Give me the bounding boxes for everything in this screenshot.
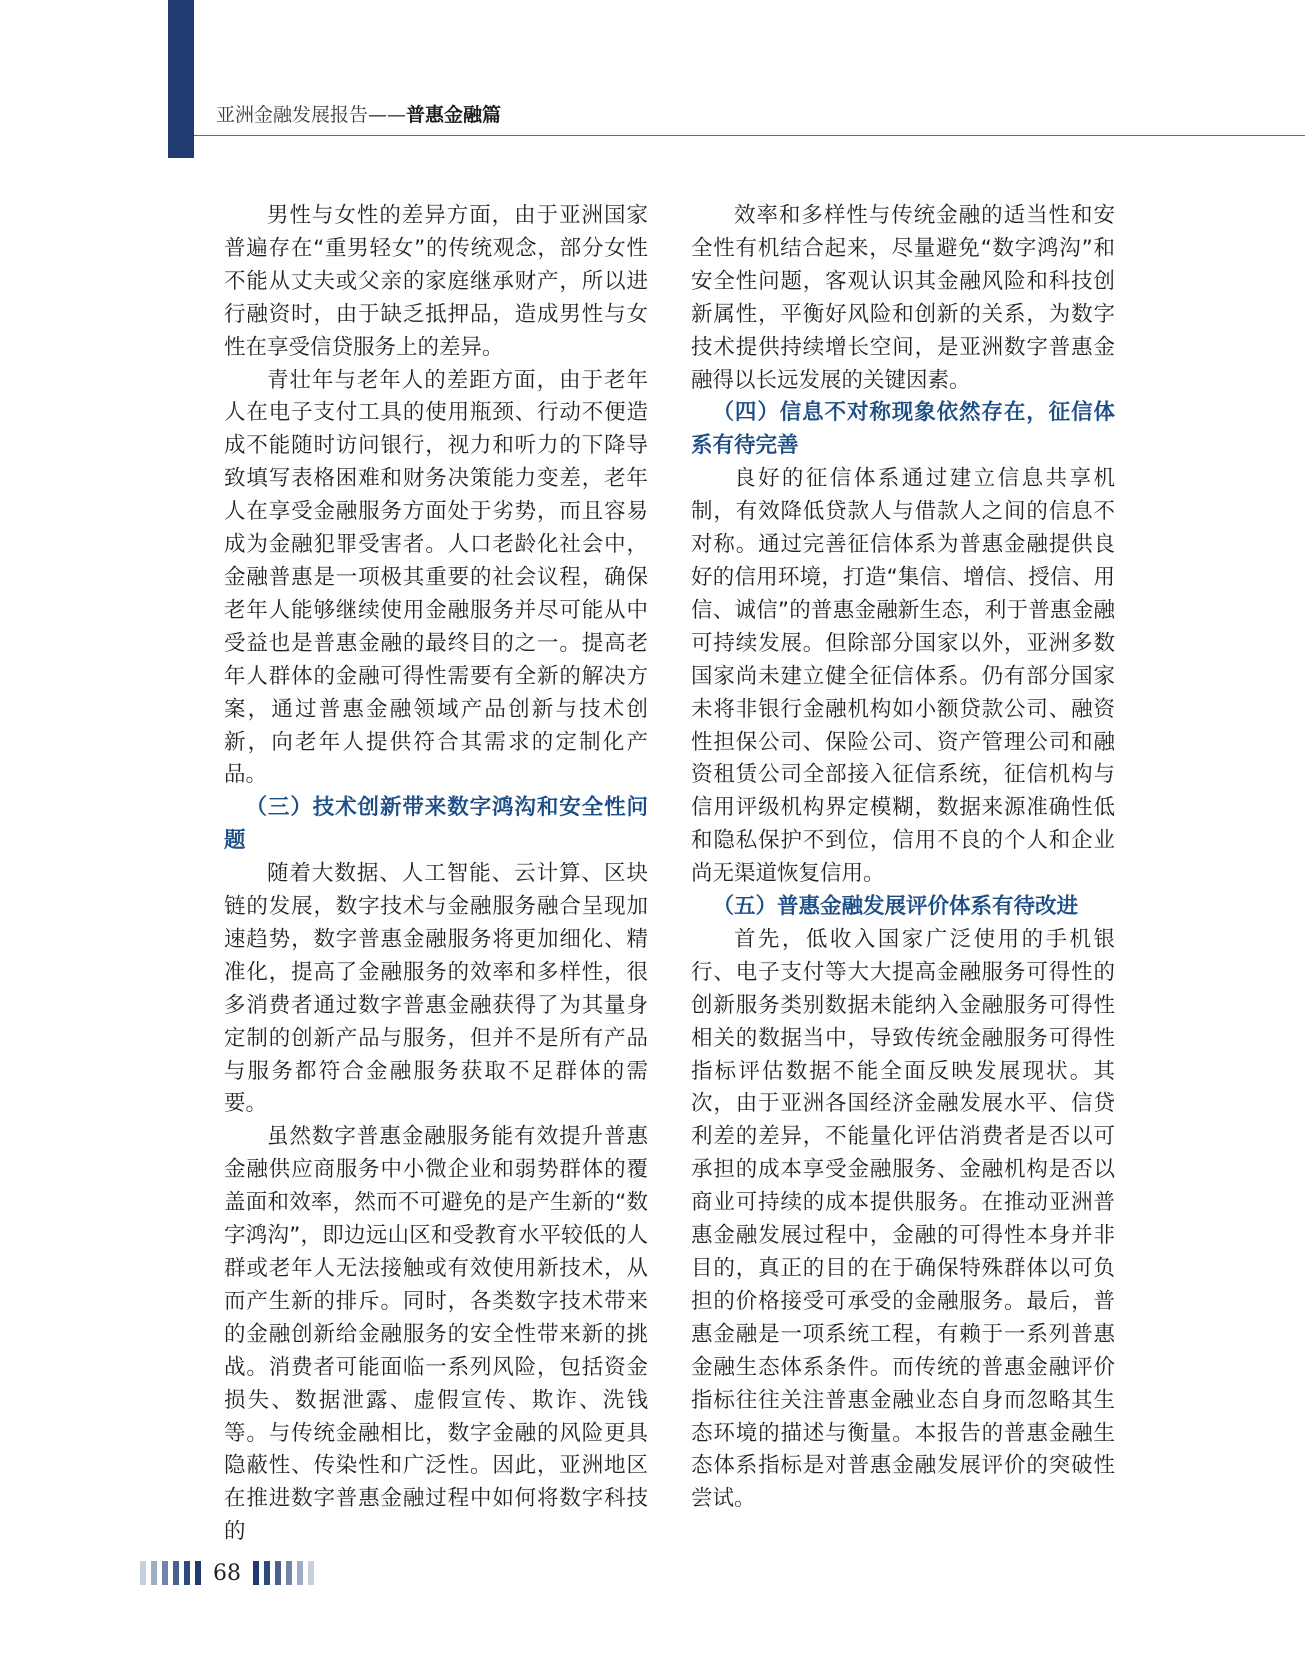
header-accent-bar [168, 0, 194, 158]
section-heading: （四）信息不对称现象依然存在，征信体系有待完善 [691, 400, 1115, 459]
header-title-bold: 普惠金融篇 [406, 104, 502, 126]
page-footer [140, 1560, 314, 1586]
section-heading: （五）普惠金融发展评价体系有待改进 [712, 894, 1079, 920]
footer-stripes-right [253, 1561, 314, 1585]
left-column [224, 200, 648, 1549]
header-rule [194, 135, 1305, 136]
footer-stripes-left [140, 1561, 201, 1585]
section-heading: （三）技术创新带来数字鸿沟和安全性问题 [224, 795, 648, 854]
paragraph: 良好的征信体系通过建立信息共享机制，有效降低贷款人与借款人之间的信息不对称。通过完善征信体系为普惠金融提供良好的信用环境，打造“集信、增信、授信、用信、诚信”的普惠金融新生态，利于普惠金融可持续发展。但除部分国家以外，亚洲多数国家尚未建立健全征信体系。仍有部分国家未将非银行金融机构如小额贷款公司、融资性担保公司、保险公司、资产管理公司和融资租赁公司全部接入征信系统，征信机构与信用评级机构界定模糊，数据来源准确性低和隐私保护不到位，信用不良的个人和企业尚无渠道恢复信用。 [691, 466, 1115, 887]
paragraph: 青壮年与老年人的差距方面，由于老年人在电子支付工具的使用瓶颈、行动不便造成不能随时访问银行，视力和听力的下降导致填写表格困难和财务决策能力变差，老年人在享受金融服务方面处于劣势，而且容易成为金融犯罪受害者。人口老龄化社会中，金融普惠是一项极其重要的社会议程，确保老年人能够继续使用金融服务并尽可能从中受益也是普惠金融的最终目的之一。提高老年人群体的金融可得性需要有全新的解决方案，通过普惠金融领域产品创新与技术创新，向老年人提供符合其需求的定制化产品。 [224, 367, 648, 788]
running-header [216, 100, 501, 124]
paragraph: 效率和多样性与传统金融的适当性和安全性有机结合起来，尽量避免“数字鸿沟”和安全性问题，客观认识其金融风险和科技创新属性，平衡好风险和创新的关系，为数字技术提供持续增长空间，是亚洲数字普惠金融得以长远发展的关键因素。 [691, 203, 1115, 393]
right-column [691, 200, 1115, 1516]
paragraph: 随着大数据、人工智能、云计算、区块链的发展，数字技术与金融服务融合呈现加速趋势，数字普惠金融服务将更加细化、精准化，提高了金融服务的效率和多样性，很多消费者通过数字普惠金融获得了为其量身定制的创新产品与服务，但并不是所有产品与服务都符合金融服务获取不足群体的需要。 [224, 861, 648, 1117]
paragraph: 首先，低收入国家广泛使用的手机银行、电子支付等大大提高金融服务可得性的创新服务类别数据未能纳入金融服务可得性相关的数据当中，导致传统金融服务可得性指标评估数据不能全面反映发展现状。其次，由于亚洲各国经济金融发展水平、信贷利差的差异，不能量化评估消费者是否以可承担的成本享受金融服务、金融机构是否以商业可持续的成本提供服务。在推动亚洲普惠金融发展过程中，金融的可得性本身并非目的，真正的目的在于确保特殊群体以可负担的价格接受可承受的金融服务。最后，普惠金融是一项系统工程，有赖于一系列普惠金融生态体系条件。而传统的普惠金融评价指标往往关注普惠金融业态自身而忽略其生态环境的描述与衡量。本报告的普惠金融生态体系指标是对普惠金融发展评价的突破性尝试。 [691, 926, 1115, 1512]
paragraph: 男性与女性的差异方面，由于亚洲国家普遍存在“重男轻女”的传统观念，部分女性不能从丈夫或父亲的家庭继承财产，所以进行融资时，由于缺乏抵押品，造成男性与女性在享受信贷服务上的差异。 [224, 203, 648, 360]
paragraph: 虽然数字普惠金融服务能有效提升普惠金融供应商服务中小微企业和弱势群体的覆盖面和效率，然而不可避免的是产生新的“数字鸿沟”，即边远山区和受教育水平较低的人群或老年人无法接触或有效使用新技术，从而产生新的排斥。同时，各类数字技术带来的金融创新给金融服务的安全性带来新的挑战。消费者可能面临一系列风险，包括资金损失、数据泄露、虚假宣传、欺诈、洗钱等。与传统金融相比，数字金融的风险更具隐蔽性、传染性和广泛性。因此，亚洲地区在推进数字普惠金融过程中如何将数字科技的 [224, 1124, 648, 1545]
header-title: 亚洲金融发展报告—— [216, 104, 407, 126]
page-number: 68 [213, 1560, 241, 1586]
